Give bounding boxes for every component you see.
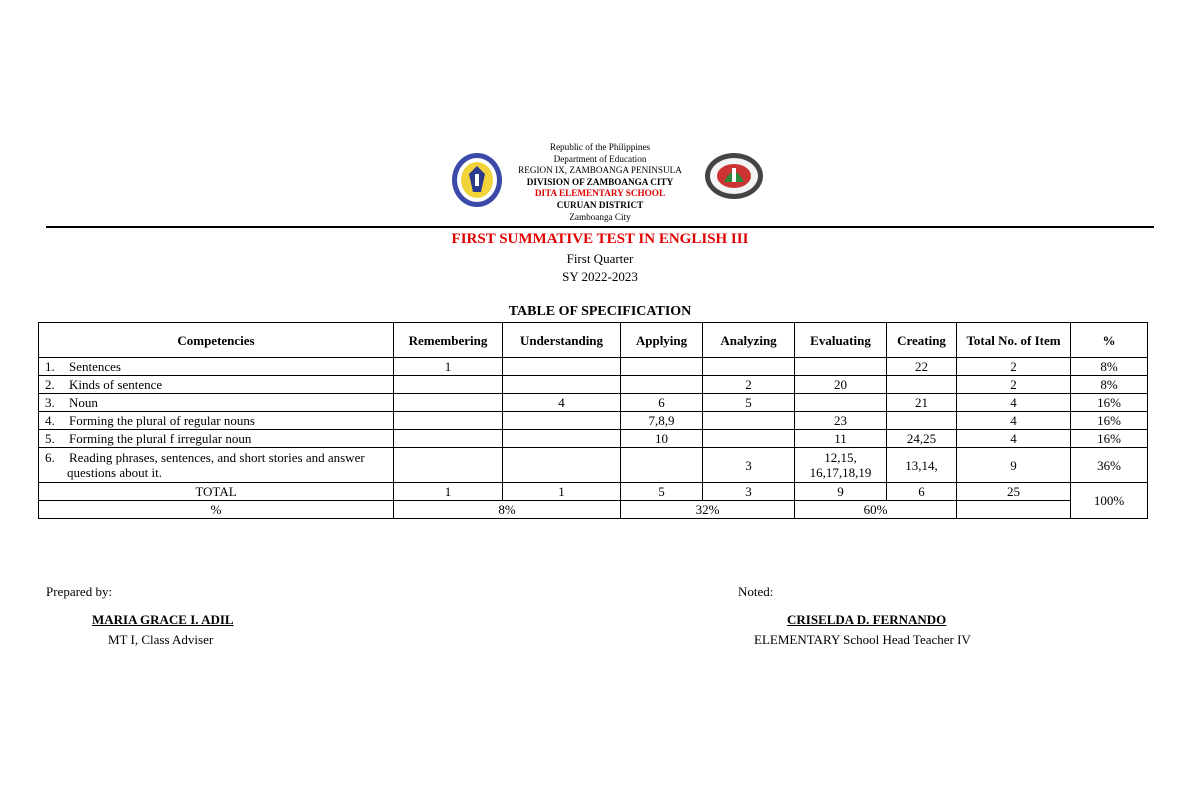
column-header: Competencies — [39, 323, 394, 358]
prepared-by-role: MT I, Class Adviser — [108, 632, 214, 647]
column-header: Understanding — [503, 323, 621, 358]
percent-label: % — [39, 501, 394, 519]
table-row — [39, 358, 1148, 376]
table-cell — [394, 448, 503, 483]
table-cell — [503, 430, 621, 448]
table-cell: 13,14, — [887, 448, 957, 483]
table-cell: 3 — [703, 448, 795, 483]
quarter-label: First Quarter — [566, 251, 634, 266]
competency-text: Sentences — [69, 359, 121, 374]
competency-cell — [39, 376, 394, 394]
table-cell — [703, 430, 795, 448]
letterhead-line: Republic of the Philippines — [549, 142, 651, 152]
competency-text: Forming the plural f irregular noun — [69, 431, 252, 446]
item-number: 4. — [45, 413, 55, 428]
column-header: Remembering — [394, 323, 503, 358]
percent-row — [39, 501, 1148, 519]
table-cell: 10 — [621, 430, 703, 448]
competency-cell — [39, 430, 394, 448]
column-header: Evaluating — [795, 323, 887, 358]
column-header: Analyzing — [703, 323, 795, 358]
table-cell — [503, 358, 621, 376]
table-cell — [887, 412, 957, 430]
letterhead-school-name: DITA ELEMENTARY SCHOOL — [534, 188, 666, 199]
total-label: TOTAL — [39, 483, 394, 501]
table-cell: 2 — [703, 376, 795, 394]
prepared-by-name: MARIA GRACE I. ADIL — [92, 612, 234, 627]
table-cell — [621, 358, 703, 376]
letterhead-line: REGION IX, ZAMBOANGA PENINSULA — [518, 165, 682, 176]
table-cell — [795, 394, 887, 412]
table-cell: 9 — [957, 448, 1071, 483]
overall-percent-cell: 100% — [1071, 483, 1148, 519]
table-cell: 2 — [957, 358, 1071, 376]
table-cell: 1 — [503, 483, 621, 501]
table-cell: 8% — [394, 501, 621, 519]
noted-by-role: ELEMENTARY School Head Teacher IV — [754, 632, 971, 647]
letterhead-line: Department of Education — [553, 153, 647, 164]
item-number: 5. — [45, 431, 55, 446]
table-cell: 4 — [957, 394, 1071, 412]
page-title: FIRST SUMMATIVE TEST IN ENGLISH III — [451, 231, 749, 247]
table-cell: 6 — [887, 483, 957, 501]
table-cell — [394, 412, 503, 430]
table-cell: 3 — [703, 483, 795, 501]
letterhead-line: Zamboanga City — [569, 211, 631, 222]
header-divider — [46, 226, 1154, 228]
table-cell — [503, 448, 621, 483]
table-cell: 20 — [795, 376, 887, 394]
table-cell: 23 — [795, 412, 887, 430]
table-cell: 12,15, 16,17,18,19 — [795, 448, 887, 483]
table-cell: 6 — [621, 394, 703, 412]
table-cell: 24,25 — [887, 430, 957, 448]
table-cell: 9 — [795, 483, 887, 501]
document-letterhead — [470, 142, 730, 223]
competency-text: Reading phrases, sentences, and short stories and answer questions about it. — [67, 450, 365, 480]
table-header-row — [39, 323, 1148, 358]
table-row — [39, 376, 1148, 394]
table-cell: 2 — [957, 376, 1071, 394]
table-cell — [795, 358, 887, 376]
table-cell: 32% — [621, 501, 795, 519]
competency-cell — [39, 412, 394, 430]
table-cell — [957, 501, 1071, 519]
item-number: 6. — [45, 450, 55, 465]
table-row — [39, 412, 1148, 430]
table-cell: 7,8,9 — [621, 412, 703, 430]
table-cell: 21 — [887, 394, 957, 412]
competency-text: Kinds of sentence — [69, 377, 163, 392]
table-cell: 11 — [795, 430, 887, 448]
table-cell — [394, 376, 503, 394]
table-cell: 1 — [394, 483, 503, 501]
table-cell: 22 — [887, 358, 957, 376]
specification-table — [38, 322, 1148, 519]
table-cell: 8% — [1071, 376, 1148, 394]
table-row — [39, 430, 1148, 448]
table-cell: 16% — [1071, 394, 1148, 412]
item-number: 1. — [45, 359, 55, 374]
table-cell — [503, 376, 621, 394]
table-cell: 8% — [1071, 358, 1148, 376]
competency-cell — [39, 394, 394, 412]
school-year-label: SY 2022-2023 — [562, 269, 638, 284]
competency-cell — [39, 448, 394, 483]
table-cell — [621, 376, 703, 394]
column-header: Creating — [887, 323, 957, 358]
column-header: Total No. of Item — [957, 323, 1071, 358]
table-cell — [503, 412, 621, 430]
table-cell — [703, 358, 795, 376]
table-row — [39, 448, 1148, 483]
letterhead-line: CURUAN DISTRICT — [556, 199, 644, 210]
table-cell — [887, 376, 957, 394]
table-cell: 4 — [957, 412, 1071, 430]
table-cell: 16% — [1071, 430, 1148, 448]
item-number: 3. — [45, 395, 55, 410]
noted-by-name: CRISELDA D. FERNANDO — [787, 612, 947, 627]
table-cell: 25 — [957, 483, 1071, 501]
prepared-by-label: Prepared by: — [46, 584, 113, 599]
table-cell: 16% — [1071, 412, 1148, 430]
table-cell — [394, 394, 503, 412]
table-title: TABLE OF SPECIFICATION — [508, 304, 692, 319]
noted-by-label: Noted: — [738, 584, 774, 599]
column-header: Applying — [621, 323, 703, 358]
table-cell — [621, 448, 703, 483]
column-header: % — [1071, 323, 1148, 358]
letterhead-line: DIVISION OF ZAMBOANGA CITY — [526, 176, 674, 187]
competency-text: Forming the plural of regular nouns — [69, 413, 255, 428]
table-cell: 60% — [795, 501, 957, 519]
item-number: 2. — [45, 377, 55, 392]
competency-text: Noun — [69, 395, 98, 410]
table-cell: 1 — [394, 358, 503, 376]
competency-cell — [39, 358, 394, 376]
table-cell: 5 — [703, 394, 795, 412]
table-cell: 4 — [957, 430, 1071, 448]
table-cell: 36% — [1071, 448, 1148, 483]
total-row — [39, 483, 1148, 501]
table-cell: 4 — [503, 394, 621, 412]
table-cell — [703, 412, 795, 430]
table-cell — [394, 430, 503, 448]
table-row — [39, 394, 1148, 412]
table-cell: 5 — [621, 483, 703, 501]
